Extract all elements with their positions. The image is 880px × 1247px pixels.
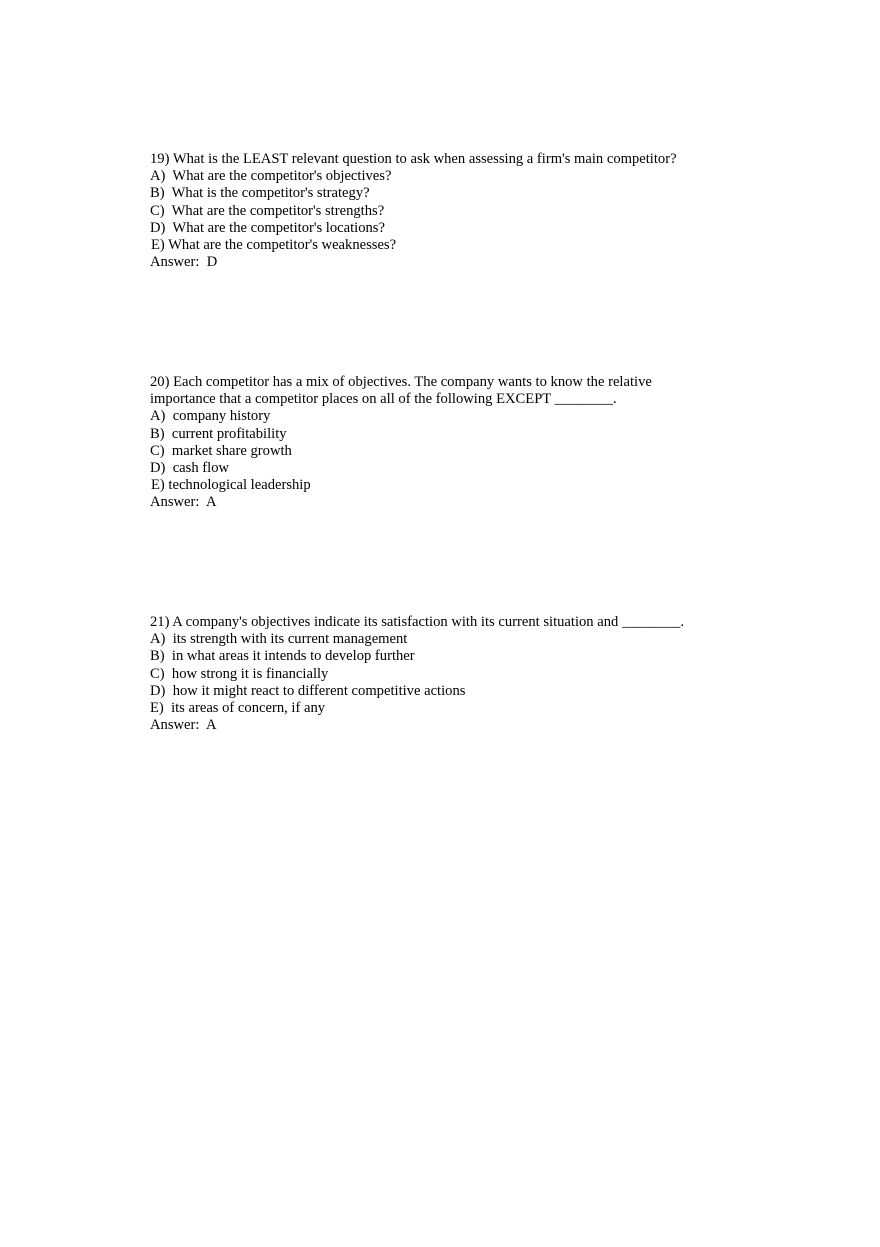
option-c: C) how strong it is financially (150, 665, 329, 682)
question-stem: 21) A company's objectives indicate its satisfaction with its current situation and ________. (150, 614, 684, 630)
option-b: B) current profitability (150, 425, 287, 442)
option-e: E) its areas of concern, if any (150, 700, 326, 717)
option-a: A) What are the competitor's objectives? (150, 168, 392, 185)
answer: Answer: A (150, 494, 217, 511)
question-stem-line-2: importance that a competitor places on all of the following EXCEPT ________. (150, 391, 617, 408)
answer: Answer: A (150, 717, 217, 734)
option-d: D) cash flow (150, 460, 230, 477)
option-c: C) What are the competitor's strengths? (150, 202, 385, 219)
option-e: E) What are the competitor's weaknesses? (151, 237, 397, 254)
option-d: D) What are the competitor's locations? (150, 219, 385, 236)
option-a: A) its strength with its current management (150, 631, 408, 648)
question-stem-line-1: 20) Each competitor has a mix of objectives. The company wants to know the relative (150, 374, 652, 390)
question-20 (150, 374, 750, 512)
option-b: B) in what areas it intends to develop further (150, 648, 415, 665)
option-b: B) What is the competitor's strategy? (150, 185, 370, 202)
question-19 (150, 151, 750, 271)
question-21 (150, 614, 750, 734)
answer: Answer: D (150, 254, 218, 271)
option-e: E) technological leadership (151, 477, 311, 494)
question-stem: 19) What is the LEAST relevant question to ask when assessing a firm's main competitor? (150, 151, 677, 167)
option-d: D) how it might react to different competitive actions (150, 682, 466, 699)
option-c: C) market share growth (150, 442, 292, 459)
option-a: A) company history (150, 408, 271, 425)
